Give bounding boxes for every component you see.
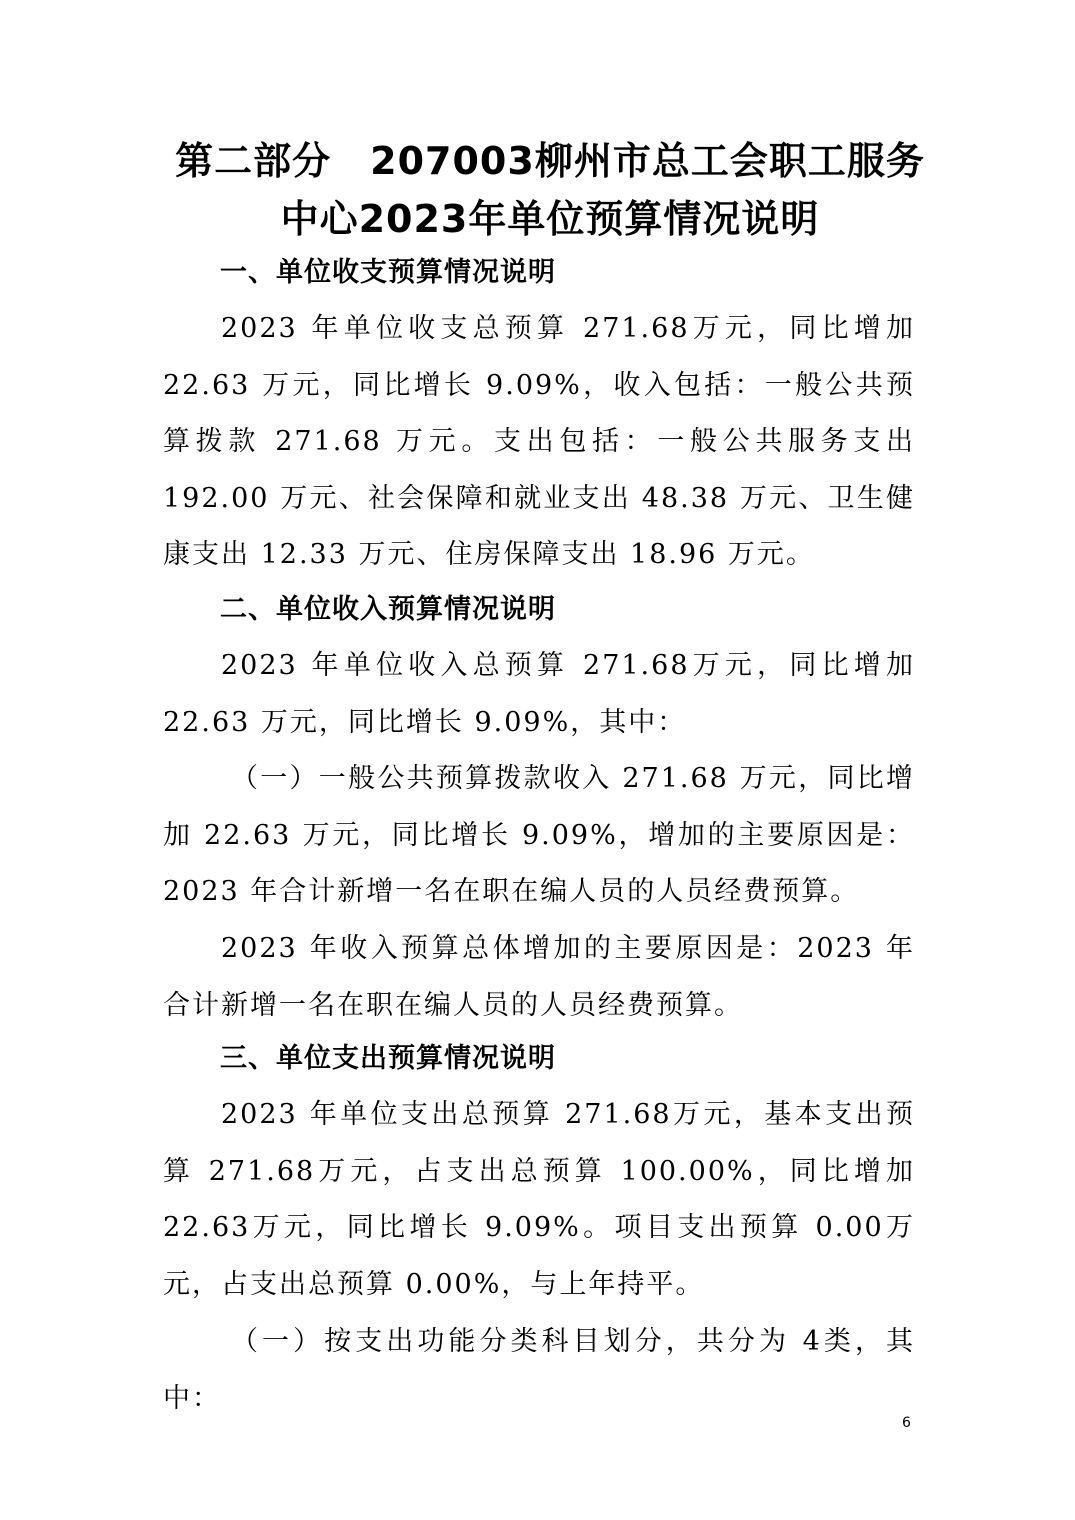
section-2-paragraph-1: 2023 年单位收入总预算 271.68万元，同比增加 22.63 万元，同比增长 9.09%，其中： bbox=[163, 650, 915, 738]
section-heading-2: 二、单位收入预算情况说明 bbox=[220, 594, 556, 625]
section-3-paragraph-1: 2023 年单位支出总预算 271.68万元，基本支出预算 271.68万元，占支出总预算 100.00%，同比增加 22.63万元，同比增长 9.09%。项目支出预算 0.00万元，占支出总预算 0.00%，与上年持平。 bbox=[163, 1099, 915, 1300]
section-heading-1: 一、单位收支预算情况说明 bbox=[220, 257, 556, 288]
page-title bbox=[150, 132, 950, 248]
section-2-paragraph-3: 2023 年收入预算总体增加的主要原因是：2023 年合计新增一名在职在编人员的人员经费预算。 bbox=[163, 933, 915, 1021]
title-line-2: 中心2023年单位预算情况说明 bbox=[280, 197, 820, 241]
section-1-paragraph-1: 2023 年单位收支总预算 271.68万元，同比增加 22.63 万元，同比增长 9.09%，收入包括：一般公共预算拨款 271.68 万元。支出包括：一般公共服务支出 192.00 万元、社会保障和就业支出 48.38 万元、卫生健康支出 12.33 万元、住房保障支出 18.96 万元。 bbox=[163, 313, 915, 571]
section-heading-3: 三、单位支出预算情况说明 bbox=[220, 1043, 556, 1074]
section-2-paragraph-2: （一）一般公共预算拨款收入 271.68 万元，同比增加 22.63 万元，同比增长 9.09%，增加的主要原因是：2023 年合计新增一名在职在编人员的人员经费预算。 bbox=[163, 763, 915, 908]
section-3-paragraph-2: （一）按支出功能分类科目划分，共分为 4类，其中： bbox=[163, 1326, 915, 1414]
page-number: 6 bbox=[902, 1415, 911, 1431]
title-line-1: 第二部分 207003柳州市总工会职工服务 bbox=[175, 139, 925, 183]
